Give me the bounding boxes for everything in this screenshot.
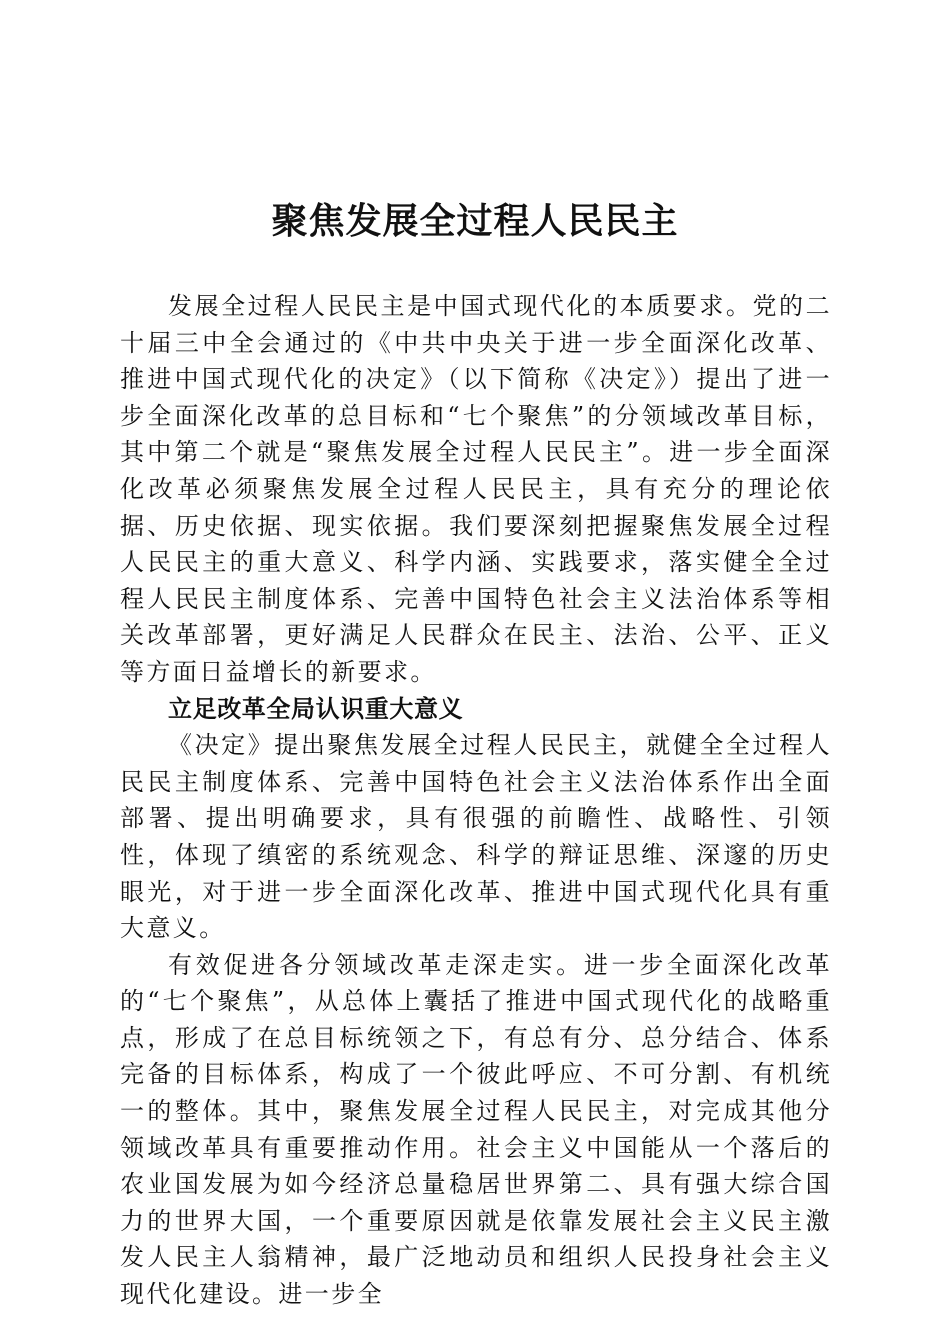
intro-paragraph: 发展全过程人民民主是中国式现代化的本质要求。党的二十届三中全会通过的《中共中央关于进一步全面深化改革、推进中国式现代化的决定》（以下简称《决定》）提出了进一步全面深化改革的总目标和“七个聚焦”的分领域改革目标，其中第二个就是“聚焦发展全过程人民民主”。进一步全面深化改革必须聚焦发展全过程人民民主，具有充分的理论依据、历史依据、现实依据。我们要深刻把握聚焦发展全过程人民民主的重大意义、科学内涵、实践要求，落实健全全过程人民民主制度体系、完善中国特色社会主义法治体系等相关改革部署，更好满足人民群众在民主、法治、公平、正义等方面日益增长的新要求。 [120, 292, 832, 686]
document-body [120, 288, 832, 1313]
section-heading: 立足改革全局认识重大意义 [168, 694, 464, 723]
section-paragraph-2: 有效促进各分领域改革走深走实。进一步全面深化改革的“七个聚焦”，从总体上囊括了推进中国式现代化的战略重点，形成了在总目标统领之下，有总有分、总分结合、体系完备的目标体系，构成了一个彼此呼应、不可分割、有机统一的整体。其中，聚焦发展全过程人民民主，对完成其他分领域改革具有重要推动作用。社会主义中国能从一个落后的农业国发展为如今经济总量稳居世界第二、具有强大综合国力的世界大国，一个重要原因就是依靠发展社会主义民主激发人民主人翁精神，最广泛地动员和组织人民投身社会主义现代化建设。进一步全 [120, 950, 832, 1309]
section-paragraph-1: 《决定》提出聚焦发展全过程人民民主，就健全全过程人民民主制度体系、完善中国特色社会主义法治体系作出全面部署、提出明确要求，具有很强的前瞻性、战略性、引领性，体现了缜密的系统观念、科学的辩证思维、深邃的历史眼光，对于进一步全面深化改革、推进中国式现代化具有重大意义。 [120, 731, 832, 943]
document-title: 聚焦发展全过程人民民主 [271, 200, 679, 242]
